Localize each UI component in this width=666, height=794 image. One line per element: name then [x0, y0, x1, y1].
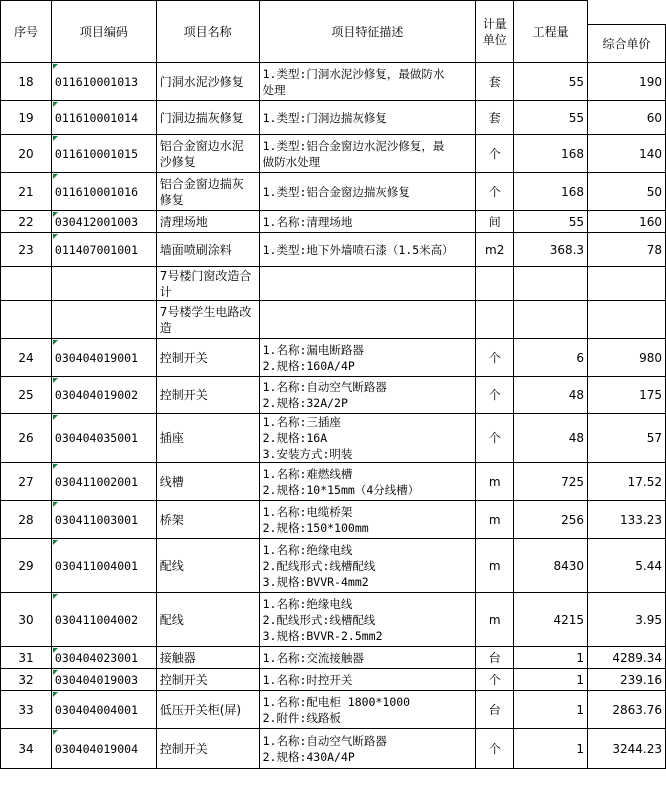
cell-name: 7号楼门窗改造合 计: [156, 267, 259, 301]
cell-unit: 个: [476, 669, 514, 691]
cell-name: 墙面喷刷涂料: [156, 233, 259, 267]
cell-price: 175: [588, 377, 666, 414]
cell-unit: 个: [476, 414, 514, 463]
cell-desc: 1.名称:自动空气断路器 2.规格:32A/2P: [259, 377, 476, 414]
table-row: [1, 63, 666, 101]
cell-price: 57: [588, 414, 666, 463]
cell-unit: 台: [476, 691, 514, 729]
cell-name: 低压开关柜(屏): [156, 691, 259, 729]
cell-seq: 18: [1, 63, 52, 101]
table-row: [1, 377, 666, 414]
header-code: 项目编码: [51, 1, 156, 63]
cell-price: 4289.34: [588, 647, 666, 669]
cell-qty: 55: [514, 63, 588, 101]
cell-price: 60: [588, 101, 666, 135]
cell-code: 030411003001: [51, 501, 156, 539]
cell-name: 控制开关: [156, 669, 259, 691]
table-row: [1, 647, 666, 669]
cell-code: 030404004001: [51, 691, 156, 729]
cell-code: 011610001015: [51, 135, 156, 173]
cell-code: 030412001003: [51, 211, 156, 233]
cell-qty: [514, 301, 588, 339]
cell-seq: 25: [1, 377, 52, 414]
table-row: [1, 135, 666, 173]
cell-name: 配线: [156, 539, 259, 593]
cell-seq: 26: [1, 414, 52, 463]
cell-unit: 个: [476, 377, 514, 414]
cell-price: 5.44: [588, 539, 666, 593]
cell-unit: 套: [476, 101, 514, 135]
cell-name: 控制开关: [156, 729, 259, 769]
header-qty: 工程量: [514, 1, 588, 63]
cell-qty: 168: [514, 135, 588, 173]
cell-name: 清理场地: [156, 211, 259, 233]
cell-unit: 间: [476, 211, 514, 233]
table-row: [1, 339, 666, 377]
table-row: [1, 669, 666, 691]
cell-name: 配线: [156, 593, 259, 647]
cell-seq: 24: [1, 339, 52, 377]
cell-code: 030404035001: [51, 414, 156, 463]
cell-desc: 1.名称:绝缘电线 2.配线形式:线槽配线 3.规格:BVVR-2.5mm2: [259, 593, 476, 647]
table-row: [1, 539, 666, 593]
cell-code: 011610001014: [51, 101, 156, 135]
cell-name: 线槽: [156, 463, 259, 501]
cell-seq: 22: [1, 211, 52, 233]
cell-seq: 23: [1, 233, 52, 267]
cell-desc: 1.名称:电缆桥架 2.规格:150*100mm: [259, 501, 476, 539]
cell-price: 239.16: [588, 669, 666, 691]
table-row: [1, 501, 666, 539]
cell-desc: 1.名称:清理场地: [259, 211, 476, 233]
cell-code: 030404019001: [51, 339, 156, 377]
cell-price: 980: [588, 339, 666, 377]
cell-qty: 8430: [514, 539, 588, 593]
header-desc: 项目特征描述: [259, 1, 476, 63]
cell-price: 140: [588, 135, 666, 173]
cell-desc: [259, 267, 476, 301]
cell-unit: 个: [476, 173, 514, 211]
cell-code: 030404019002: [51, 377, 156, 414]
cell-seq: 30: [1, 593, 52, 647]
cell-name: 控制开关: [156, 377, 259, 414]
table-row: [1, 593, 666, 647]
cell-code: 030411004002: [51, 593, 156, 647]
cell-desc: 1.名称:漏电断路器 2.规格:160A/4P: [259, 339, 476, 377]
cell-seq: 34: [1, 729, 52, 769]
cell-price: 50: [588, 173, 666, 211]
cell-name: 铝合金窗边揣灰 修复: [156, 173, 259, 211]
table-row: [1, 267, 666, 301]
cell-name: 桥架: [156, 501, 259, 539]
table-row: [1, 301, 666, 339]
cell-unit: 个: [476, 729, 514, 769]
cell-qty: 1: [514, 729, 588, 769]
cell-price: 3244.23: [588, 729, 666, 769]
cell-desc: 1.名称:时控开关: [259, 669, 476, 691]
cell-seq: 33: [1, 691, 52, 729]
cell-desc: 1.类型:铝合金窗边揣灰修复: [259, 173, 476, 211]
cell-unit: m: [476, 593, 514, 647]
cell-unit: m: [476, 463, 514, 501]
header-seq: 序号: [1, 1, 52, 63]
header-unit: 计量 单位: [476, 1, 514, 63]
cell-code: 011407001001: [51, 233, 156, 267]
table-row: [1, 211, 666, 233]
header-amount-group: [588, 1, 666, 25]
cell-price: 190: [588, 63, 666, 101]
cell-qty: 725: [514, 463, 588, 501]
cell-code: 030404019004: [51, 729, 156, 769]
cell-seq: 29: [1, 539, 52, 593]
cell-desc: 1.类型:门洞边揣灰修复: [259, 101, 476, 135]
cell-qty: 168: [514, 173, 588, 211]
cell-price: 133.23: [588, 501, 666, 539]
cell-seq: 27: [1, 463, 52, 501]
cell-seq: 31: [1, 647, 52, 669]
cell-name: 插座: [156, 414, 259, 463]
cell-code: 011610001016: [51, 173, 156, 211]
header-price: 综合单价: [588, 25, 666, 63]
cell-qty: 55: [514, 211, 588, 233]
cell-code: 030411002001: [51, 463, 156, 501]
cell-seq: 20: [1, 135, 52, 173]
cell-seq: 19: [1, 101, 52, 135]
cell-price: 2863.76: [588, 691, 666, 729]
cell-unit: [476, 301, 514, 339]
table-row: [1, 414, 666, 463]
cell-name: 7号楼学生电路改 造: [156, 301, 259, 339]
cell-qty: 1: [514, 669, 588, 691]
cell-qty: 6: [514, 339, 588, 377]
cell-price: [588, 267, 666, 301]
cell-desc: 1.名称:配电柜 1800*1000 2.附件:线路板: [259, 691, 476, 729]
table-row: [1, 729, 666, 769]
table-row: [1, 101, 666, 135]
cell-qty: 4215: [514, 593, 588, 647]
cell-desc: 1.名称:交流接触器: [259, 647, 476, 669]
cell-desc: 1.类型:门洞水泥沙修复，最做防水 处理: [259, 63, 476, 101]
cell-name: 铝合金窗边水泥 沙修复: [156, 135, 259, 173]
cell-name: 门洞水泥沙修复: [156, 63, 259, 101]
cell-desc: 1.类型:铝合金窗边水泥沙修复，最 做防水处理: [259, 135, 476, 173]
cell-qty: 55: [514, 101, 588, 135]
cell-code: 030404023001: [51, 647, 156, 669]
cell-unit: m: [476, 539, 514, 593]
cell-unit: 个: [476, 135, 514, 173]
cell-seq: 32: [1, 669, 52, 691]
cell-code: [51, 301, 156, 339]
table-row: [1, 463, 666, 501]
cell-qty: 368.3: [514, 233, 588, 267]
cell-qty: 1: [514, 691, 588, 729]
cell-code: 030404019003: [51, 669, 156, 691]
cell-unit: 台: [476, 647, 514, 669]
cell-desc: 1.名称:自动空气断路器 2.规格:430A/4P: [259, 729, 476, 769]
cell-price: 160: [588, 211, 666, 233]
cell-seq: 28: [1, 501, 52, 539]
table-row: [1, 691, 666, 729]
cell-code: 011610001013: [51, 63, 156, 101]
cell-desc: [259, 301, 476, 339]
cell-qty: 1: [514, 647, 588, 669]
cell-desc: 1.类型:地下外墙喷石漆（1.5米高）: [259, 233, 476, 267]
cell-desc: 1.名称:难燃线槽 2.规格:10*15mm（4分线槽）: [259, 463, 476, 501]
cell-desc: 1.名称:三插座 2.规格:16A 3.安装方式:明装: [259, 414, 476, 463]
cell-seq: 21: [1, 173, 52, 211]
cell-seq: [1, 267, 52, 301]
cell-name: 接触器: [156, 647, 259, 669]
cell-unit: 个: [476, 339, 514, 377]
cell-code: [51, 267, 156, 301]
cell-price: 17.52: [588, 463, 666, 501]
cell-qty: 48: [514, 377, 588, 414]
table-row: [1, 233, 666, 267]
cell-qty: 256: [514, 501, 588, 539]
cell-price: [588, 301, 666, 339]
cell-code: 030411004001: [51, 539, 156, 593]
cell-name: 控制开关: [156, 339, 259, 377]
cell-name: 门洞边揣灰修复: [156, 101, 259, 135]
cell-price: 3.95: [588, 593, 666, 647]
cell-unit: 套: [476, 63, 514, 101]
cell-qty: 48: [514, 414, 588, 463]
cell-unit: m: [476, 501, 514, 539]
cell-qty: [514, 267, 588, 301]
table-row: [1, 173, 666, 211]
header-row: [1, 1, 666, 25]
cell-seq: [1, 301, 52, 339]
cell-desc: 1.名称:绝缘电线 2.配线形式:线槽配线 3.规格:BVVR-4mm2: [259, 539, 476, 593]
cell-price: 78: [588, 233, 666, 267]
header-name: 项目名称: [156, 1, 259, 63]
cell-unit: [476, 267, 514, 301]
cell-unit: m2: [476, 233, 514, 267]
